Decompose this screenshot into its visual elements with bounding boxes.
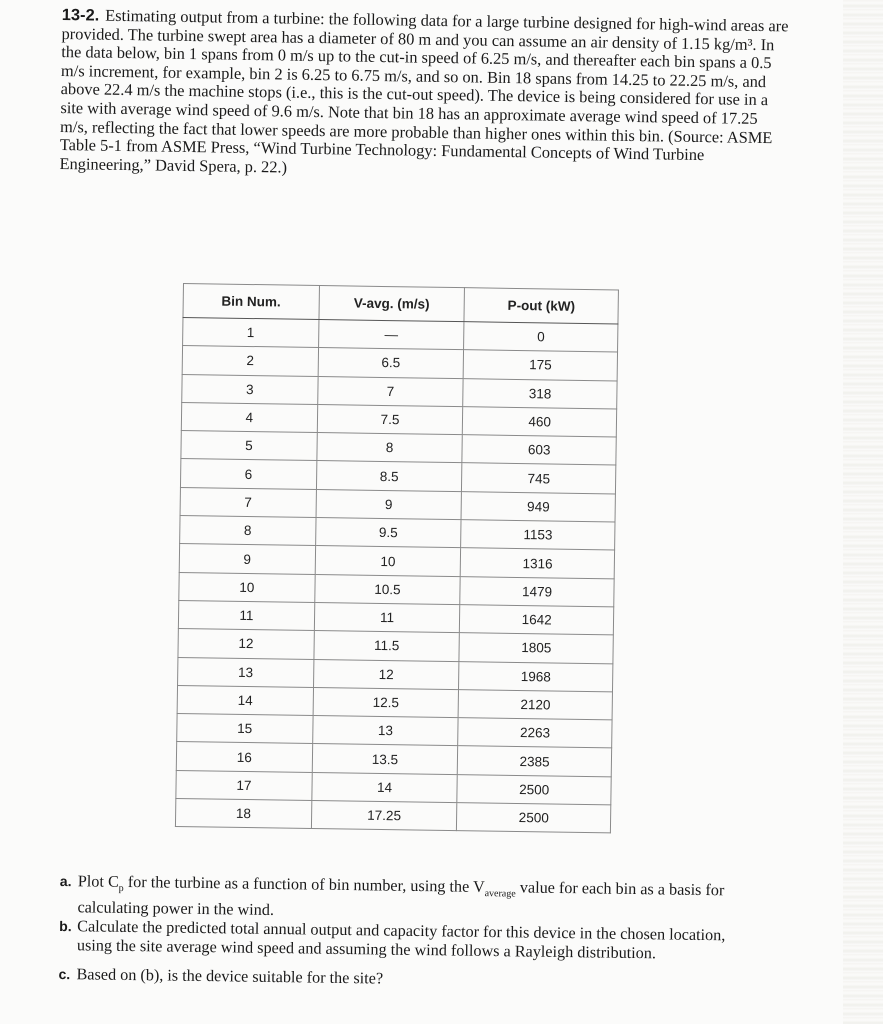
page-edge-shadow: [843, 0, 883, 1024]
bin-num-cell: 8: [180, 516, 316, 546]
bin-num-cell: 6: [180, 459, 316, 489]
v-avg-cell: 6.5: [318, 348, 464, 378]
turbine-data-table-container: [175, 283, 619, 834]
question-a-subscript-p: p: [118, 883, 124, 895]
turbine-data-table: [175, 283, 619, 834]
p-out-cell: 2120: [458, 689, 612, 720]
bin-num-cell: 11: [178, 600, 314, 630]
v-avg-cell: 8: [317, 433, 463, 463]
v-avg-cell: 9: [316, 489, 462, 519]
question-a-text-middle: for the turbine as a function of bin number, using the V: [123, 872, 485, 896]
v-avg-cell: 17.25: [311, 801, 457, 831]
bin-num-cell: 10: [179, 572, 315, 602]
bin-num-cell: 13: [178, 657, 314, 687]
p-out-cell: 2500: [457, 803, 611, 834]
v-avg-cell: 7: [317, 376, 463, 406]
v-avg-cell: 8.5: [316, 461, 462, 491]
bin-num-cell: 4: [181, 402, 317, 432]
question-a-subscript-average: average: [484, 888, 516, 900]
table-row: [175, 798, 610, 833]
v-avg-cell: 14: [312, 772, 458, 802]
problem-number: 13-2.: [61, 6, 100, 25]
problem-text: Estimating output from a turbine: the following data for a large turbine designed for high-wind areas are provided. The turbine swept area has a diameter of 80 m and you can assume an air density of 1.15 kg/m³. In the data below, bin 1 spans from 0 m/s up to the cut-in speed of 6.25 m/s, and thereafter each bin spans a 0.5 m/s increment, for example, bin 2 is 6.25 to 6.75 m/s, and so on. Bin 18 spans from 14.25 to 22.25 m/s, and above 22.4 m/s the machine stops (i.e., this is the cut-out speed). The device is being considered for use in a site with average wind speed of 9.6 m/s. Note that bin 18 has an approximate average wind speed of 17.25 m/s, reflecting the fact that lower speeds are more probable than higher ones within this bin. (Source: ASME Table 5-1 from ASME Press, “Wind Turbine Technology: Fundamental Concepts of Wind Turbine Engineering,” David Spera, p. 22.): [59, 5, 789, 177]
question-a-text-start: Plot C: [77, 872, 119, 891]
bin-num-cell: 18: [175, 798, 311, 828]
v-avg-cell: 11: [314, 602, 460, 632]
v-avg-cell: 12: [313, 659, 459, 689]
v-avg-cell: 11.5: [314, 631, 460, 661]
question-a-text-end: value for each bin as a basis for calculating power in the wind.: [77, 878, 725, 919]
p-out-cell: 175: [463, 350, 617, 381]
bin-num-cell: 14: [177, 685, 313, 715]
v-avg-cell: 10: [315, 546, 461, 576]
p-out-cell: 1316: [461, 548, 615, 579]
p-out-cell: 2263: [458, 718, 612, 749]
bin-num-cell: 3: [182, 374, 318, 404]
p-out-cell: 1805: [459, 633, 613, 664]
p-out-cell: 460: [463, 407, 617, 438]
p-out-cell: 0: [464, 322, 618, 353]
p-out-cell: 603: [462, 435, 616, 466]
question-c: [58, 965, 758, 993]
bin-num-cell: 16: [176, 742, 312, 772]
p-out-cell: 1153: [461, 520, 615, 551]
header-p-out: P-out (kW): [464, 288, 618, 324]
v-avg-cell: 9.5: [315, 518, 461, 548]
bin-num-cell: 2: [182, 346, 318, 376]
v-avg-cell: 7.5: [317, 404, 463, 434]
bin-num-cell: 12: [178, 629, 314, 659]
bin-num-cell: 9: [179, 544, 315, 574]
question-list: [58, 872, 759, 994]
question-a-letter: a.: [59, 872, 72, 890]
v-avg-cell: 13: [312, 716, 458, 746]
question-c-text: Based on (b), is the device suitable for the site?: [76, 964, 384, 988]
p-out-cell: 318: [463, 378, 617, 409]
header-v-avg: V-avg. (m/s): [319, 286, 465, 322]
p-out-cell: 1968: [459, 661, 613, 692]
p-out-cell: 1642: [460, 605, 614, 636]
bin-num-cell: 15: [177, 714, 313, 744]
bin-num-cell: 7: [180, 487, 316, 517]
p-out-cell: 2385: [458, 746, 612, 777]
problem-statement: [59, 6, 790, 185]
bin-num-cell: 1: [183, 318, 319, 348]
question-b-text: Calculate the predicted total annual output and capacity factor for this device in the chosen location, using the site average wind speed and assuming the wind follows a Rayleigh distribution.: [76, 917, 726, 963]
v-avg-cell: 13.5: [312, 744, 458, 774]
p-out-cell: 2500: [457, 774, 611, 805]
p-out-cell: 745: [462, 463, 616, 494]
header-bin-num: Bin Num.: [183, 284, 319, 320]
bin-num-cell: 17: [176, 770, 312, 800]
v-avg-cell: 12.5: [313, 687, 459, 717]
p-out-cell: 1479: [460, 576, 614, 607]
v-avg-cell: 10.5: [314, 574, 460, 604]
v-avg-cell: —: [318, 320, 464, 350]
p-out-cell: 949: [461, 491, 615, 522]
question-b-letter: b.: [59, 918, 72, 935]
bin-num-cell: 5: [181, 431, 317, 461]
question-c-letter: c.: [58, 965, 71, 982]
